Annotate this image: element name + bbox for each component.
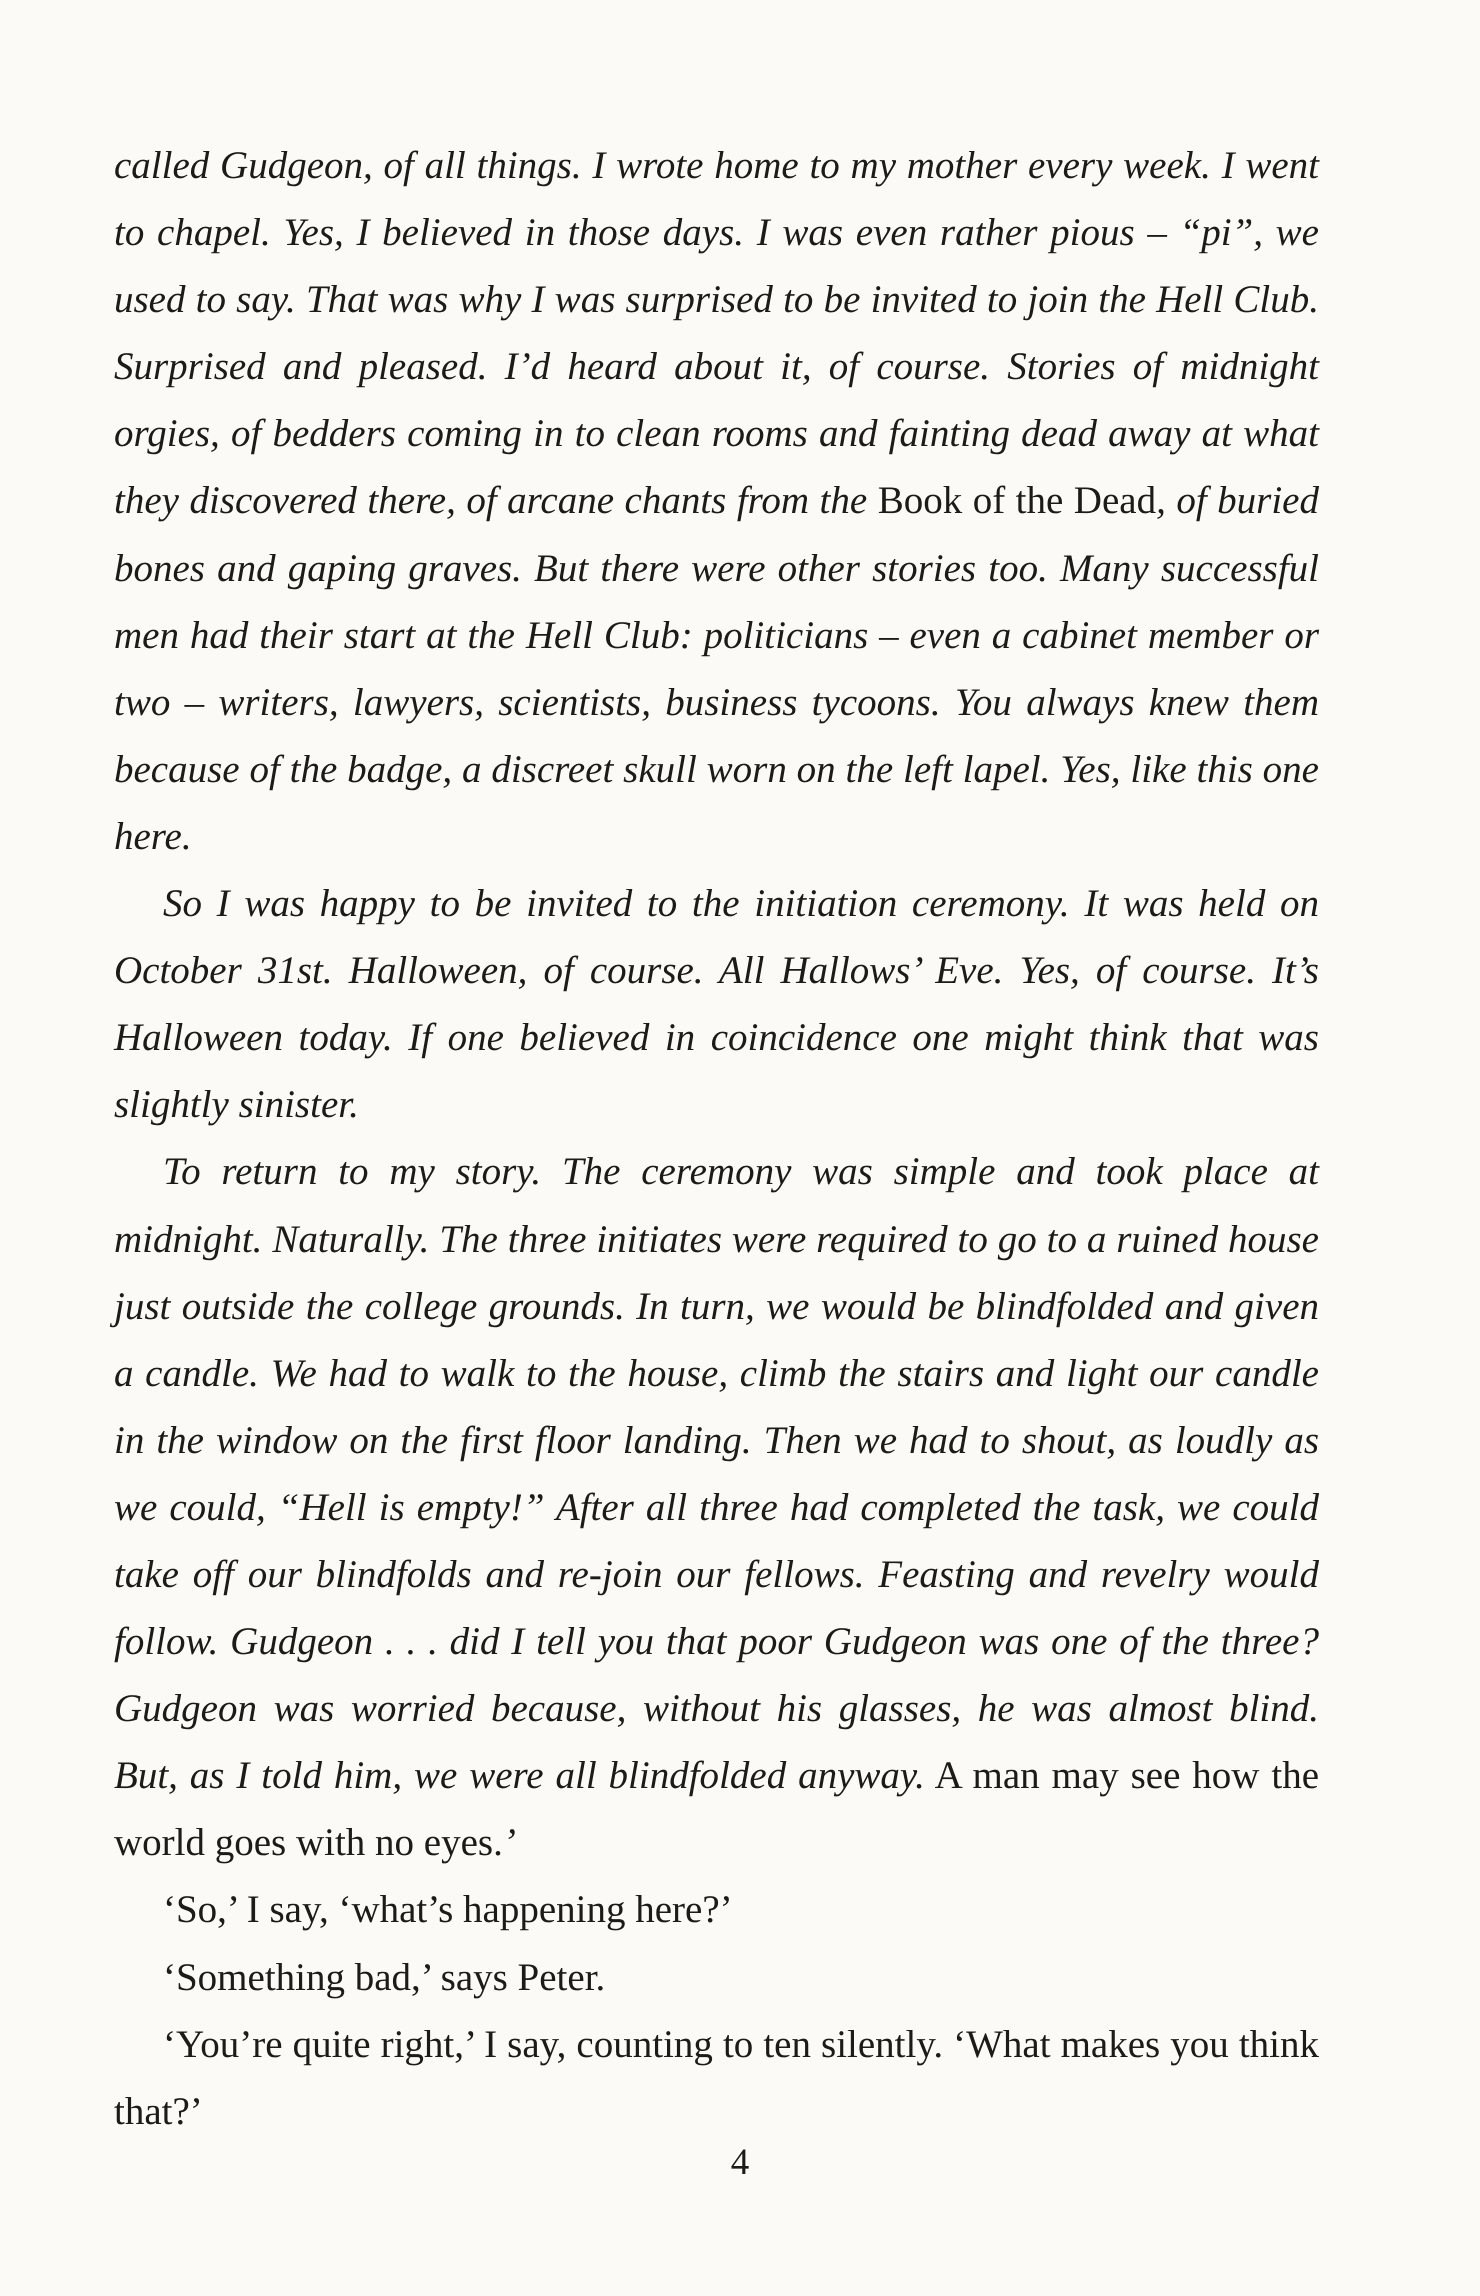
- dialogue-line-something-bad: ‘Something bad,’ says Peter.: [163, 1955, 606, 1999]
- paragraph-ceremony-closing: ’: [502, 1821, 516, 1865]
- paragraph-hell-club-text: called Gudgeon, of all things. I wrote home to my mother every week. I went to chapel. Yes, I believed in those days. I was even rather pious – “pi”, we used to say. That was why I was surprised to be invited to join the Hell Club. Surprised and pleased. I’d heard about it, of course. Stories of midnight orgies, of bedders coming in to clean rooms and fainting dead away at what they discovered there, of arcane chants from the: [114, 144, 1319, 523]
- paragraph-hell-club-text-continued: , of buried bones and gaping graves. But there were other stories too. Many successful men had their start at the Hell Club: politicians – even a cabinet member or two – writers, lawyers, scientists, business tycoons. You always knew them because of the badge, a discreet skull worn on the left lapel. Yes, like this one here.: [114, 479, 1319, 858]
- paragraph-ceremony-quote: A man may see how the world goes with no eyes.: [114, 1754, 1320, 1865]
- paragraph-hell-club: [114, 132, 1319, 870]
- book-page-body: [114, 132, 1319, 2145]
- page-number: 4: [730, 2142, 750, 2183]
- book-title-reference: Book of the Dead: [877, 479, 1157, 523]
- paragraph-initiation: So I was happy to be invited to the initiation ceremony. It was held on October 31st. Halloween, of course. All Hallows’ Eve. Yes, of course. It’s Halloween today. If one believed in coincidence one might think that was slightly sinister.: [114, 882, 1319, 1127]
- paragraph-ceremony: [114, 1138, 1319, 1876]
- dialogue-line-whats-happening: ‘So,’ I say, ‘what’s happening here?’: [163, 1888, 733, 1932]
- paragraph-ceremony-text: To return to my story. The ceremony was simple and took place at midnight. Naturally. The three initiates were required to go to a ruined house just outside the college grounds. In turn, we would be blindfolded and given a candle. We had to walk to the house, climb the stairs and light our candle in the window on the first floor landing. Then we had to shout, as loudly as we could, “Hell is empty!” After all three had completed the task, we could take off our blindfolds and re-join our fellows. Feasting and revelry would follow. Gudgeon . . . did I tell you that poor Gudgeon was one of the three? Gudgeon was worried because, without his glasses, he was almost blind. But, as I told him, we were all blindfolded anyway.: [114, 1150, 1319, 1798]
- dialogue-line-quite-right: ‘You’re quite right,’ I say, counting to ten silently. ‘What makes you think that?’: [114, 2022, 1319, 2133]
